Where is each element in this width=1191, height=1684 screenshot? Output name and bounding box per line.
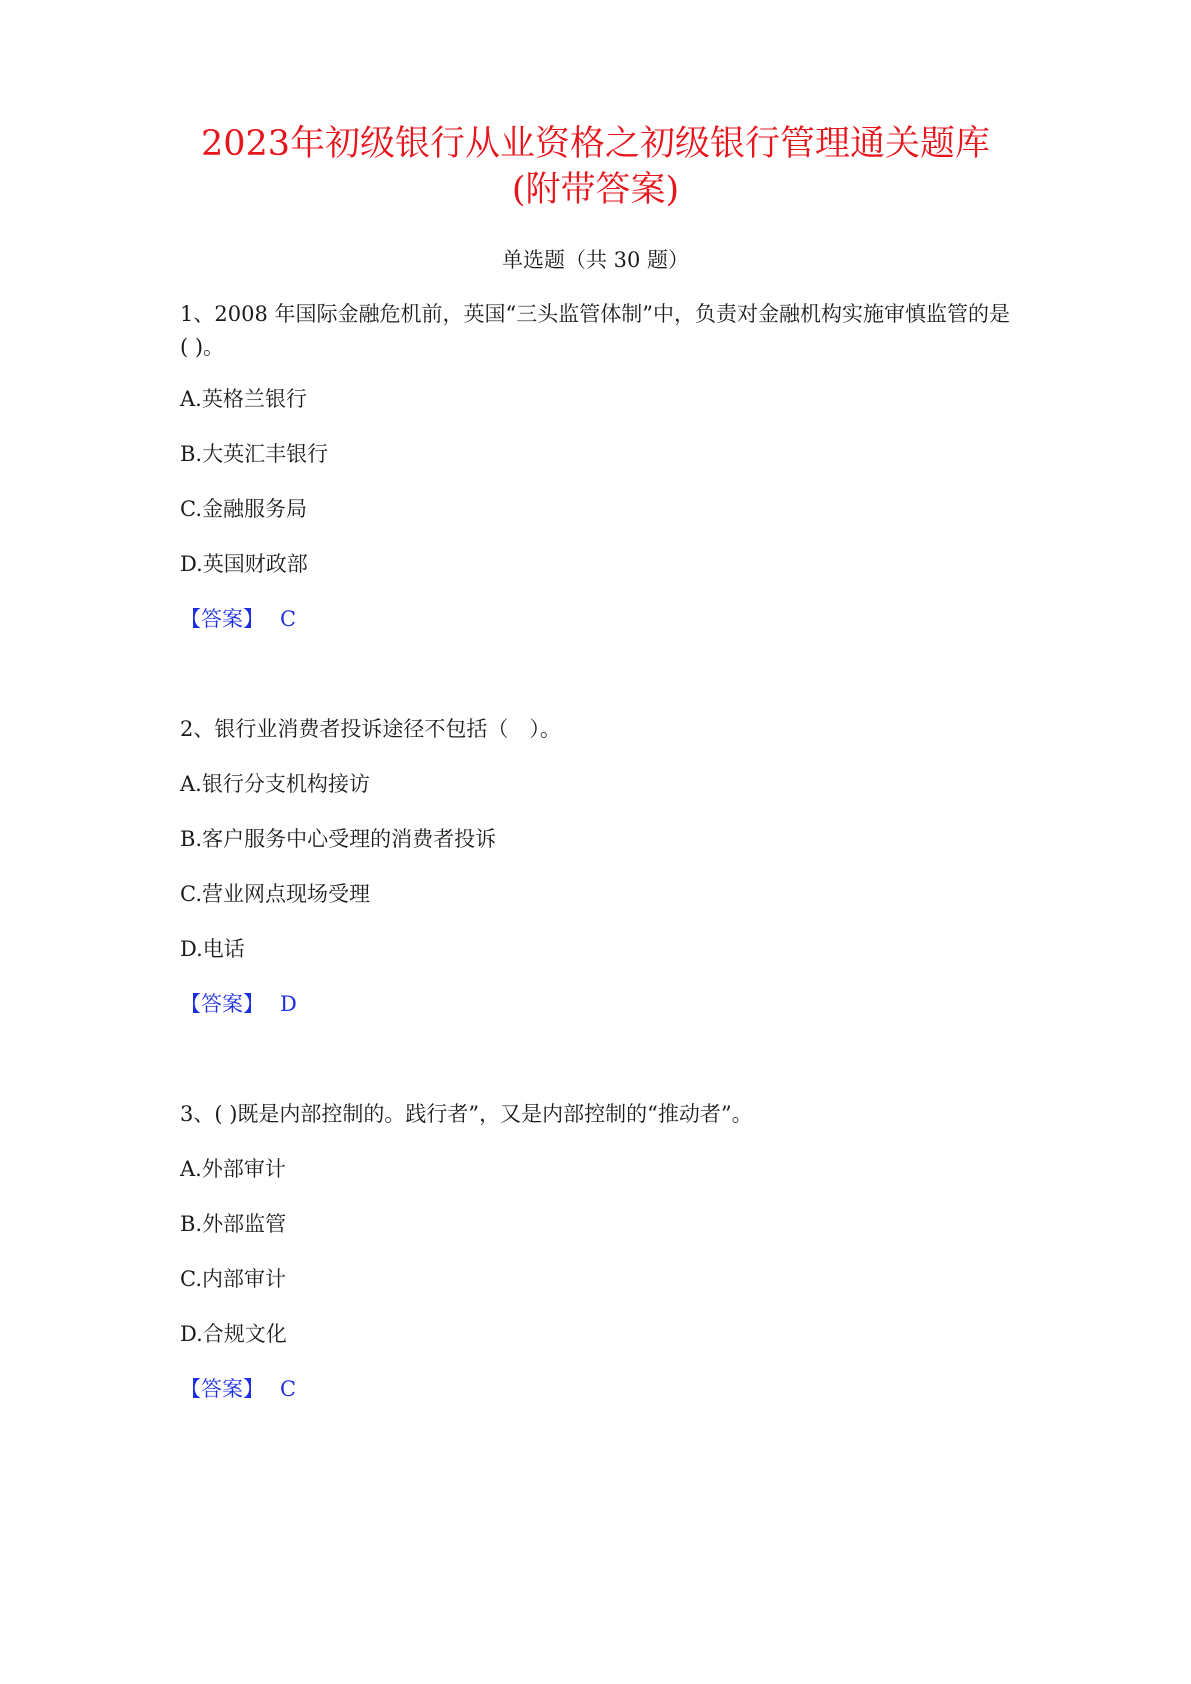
answer-value: D [280, 992, 297, 1016]
question-1-stem: 1、2008 年国际金融危机前，英国“三头监管体制”中，负责对金融机构实施审慎监管的是( )。 [180, 302, 1010, 359]
question-3-option-d: D.合规文化 [180, 1322, 287, 1346]
question-2-option-a: A.银行分支机构接访 [180, 772, 370, 796]
question-1-answer [180, 605, 296, 633]
question-1-option-b: B.大英汇丰银行 [180, 442, 329, 466]
question-2-answer [180, 990, 297, 1018]
question-3-option-a: A.外部审计 [180, 1157, 286, 1181]
answer-label: 【答案】 [180, 992, 264, 1016]
question-2-stem: 2、银行业消费者投诉途径不包括（ ）。 [180, 717, 561, 741]
answer-label: 【答案】 [180, 607, 264, 631]
question-2-option-c: C.营业网点现场受理 [180, 882, 370, 906]
answer-value: C [280, 1377, 297, 1401]
answer-value: C [280, 607, 297, 631]
section-heading: 单选题（共 30 题） [501, 248, 690, 272]
question-3-answer [180, 1375, 296, 1403]
question-1-option-d: D.英国财政部 [180, 552, 308, 576]
question-3-option-c: C.内部审计 [180, 1267, 286, 1291]
question-1-option-a: A.英格兰银行 [180, 387, 307, 411]
question-2-option-d: D.电话 [180, 937, 245, 961]
answer-label: 【答案】 [180, 1377, 264, 1401]
document-title-line1: 2023年初级银行从业资格之初级银行管理通关题库 [200, 124, 991, 164]
document-title-line2: (附带答案) [511, 170, 680, 210]
question-3-option-b: B.外部监管 [180, 1212, 287, 1236]
question-2-option-b: B.客户服务中心受理的消费者投诉 [180, 827, 497, 851]
question-3-stem: 3、( )既是内部控制的。践行者”，又是内部控制的“推动者”。 [180, 1102, 753, 1126]
question-1-option-c: C.金融服务局 [180, 497, 307, 521]
